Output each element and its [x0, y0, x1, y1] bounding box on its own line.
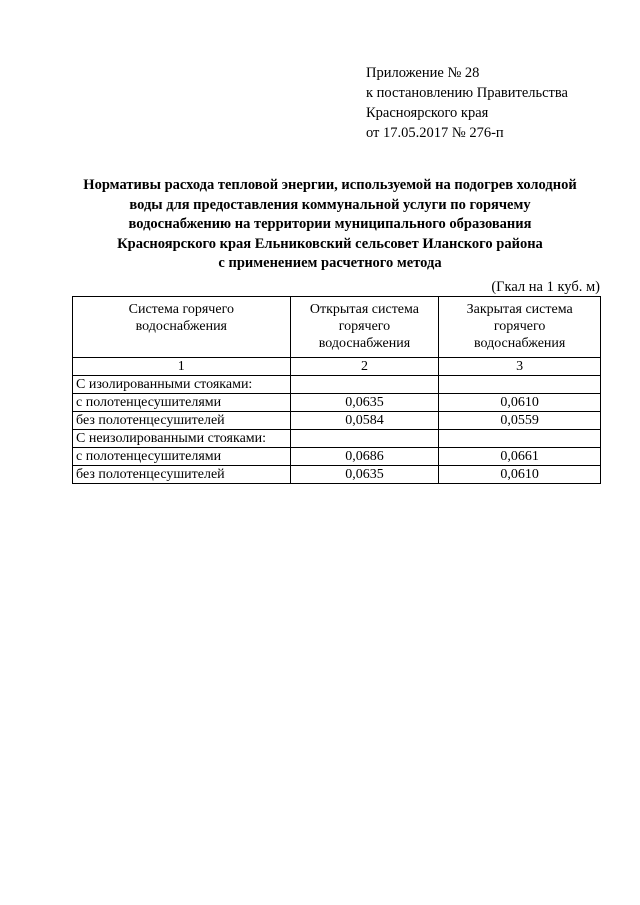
row-label: без полотенцесушителей	[73, 412, 291, 430]
closed-value: 0,0610	[439, 394, 601, 412]
document-title	[60, 176, 600, 274]
header-line: горячего	[338, 319, 391, 334]
column-number: 1	[73, 358, 291, 376]
table-row	[73, 412, 601, 430]
header-line: Закрытая система	[466, 302, 573, 317]
closed-value: 0,0661	[439, 448, 601, 466]
row-label: с полотенцесушителями	[73, 394, 291, 412]
open-value: 0,0584	[290, 412, 439, 430]
header-system	[73, 297, 291, 358]
open-value: 0,0635	[290, 394, 439, 412]
header-line: водоснабжения	[473, 336, 566, 351]
open-value: 0,0686	[290, 448, 439, 466]
header-line: горячего	[493, 319, 546, 334]
row-label: С изолированными стояками:	[73, 376, 291, 394]
title-line-2: воды для предоставления коммунальной услуги по горячему	[129, 196, 531, 213]
table-row	[73, 466, 601, 484]
header-line: водоснабжения	[318, 336, 411, 351]
title-line-5: с применением расчетного метода	[218, 255, 442, 271]
appendix-date: от 17.05.2017 № 276-п	[366, 125, 504, 141]
open-value	[290, 430, 439, 448]
table-header-row	[73, 297, 601, 358]
table-row	[73, 376, 601, 394]
appendix-region: Красноярского края	[366, 105, 489, 121]
table-row	[73, 448, 601, 466]
header-line: водоснабжения	[135, 319, 227, 334]
column-number: 2	[290, 358, 439, 376]
closed-value	[439, 430, 601, 448]
header-line: Открытая система	[309, 302, 419, 317]
norms-table	[72, 296, 601, 484]
table-row	[73, 394, 601, 412]
row-label: без полотенцесушителей	[73, 466, 291, 484]
table-row	[73, 430, 601, 448]
row-label: с полотенцесушителями	[73, 448, 291, 466]
units-label: (Гкал на 1 куб. м)	[491, 279, 600, 295]
open-value: 0,0635	[290, 466, 439, 484]
header-open-system	[290, 297, 439, 358]
header-line: Система горячего	[128, 302, 234, 317]
closed-value: 0,0610	[439, 466, 601, 484]
appendix-block	[366, 63, 568, 143]
title-line-1: Нормативы расхода тепловой энергии, используемой на подогрев холодной	[83, 177, 577, 193]
closed-value	[439, 376, 601, 394]
row-label: С неизолированными стояками:	[73, 430, 291, 448]
title-line-3: водоснабжению на территории муниципального образования	[128, 216, 532, 232]
closed-value: 0,0559	[439, 412, 601, 430]
column-number-row	[73, 358, 601, 376]
title-line-4: Красноярского края Ельниковский сельсовет Иланского района	[117, 235, 543, 252]
appendix-resolution-ref: к постановлению Правительства	[366, 85, 568, 101]
appendix-number: Приложение № 28	[366, 65, 480, 81]
header-closed-system	[439, 297, 601, 358]
column-number: 3	[439, 358, 601, 376]
open-value	[290, 376, 439, 394]
